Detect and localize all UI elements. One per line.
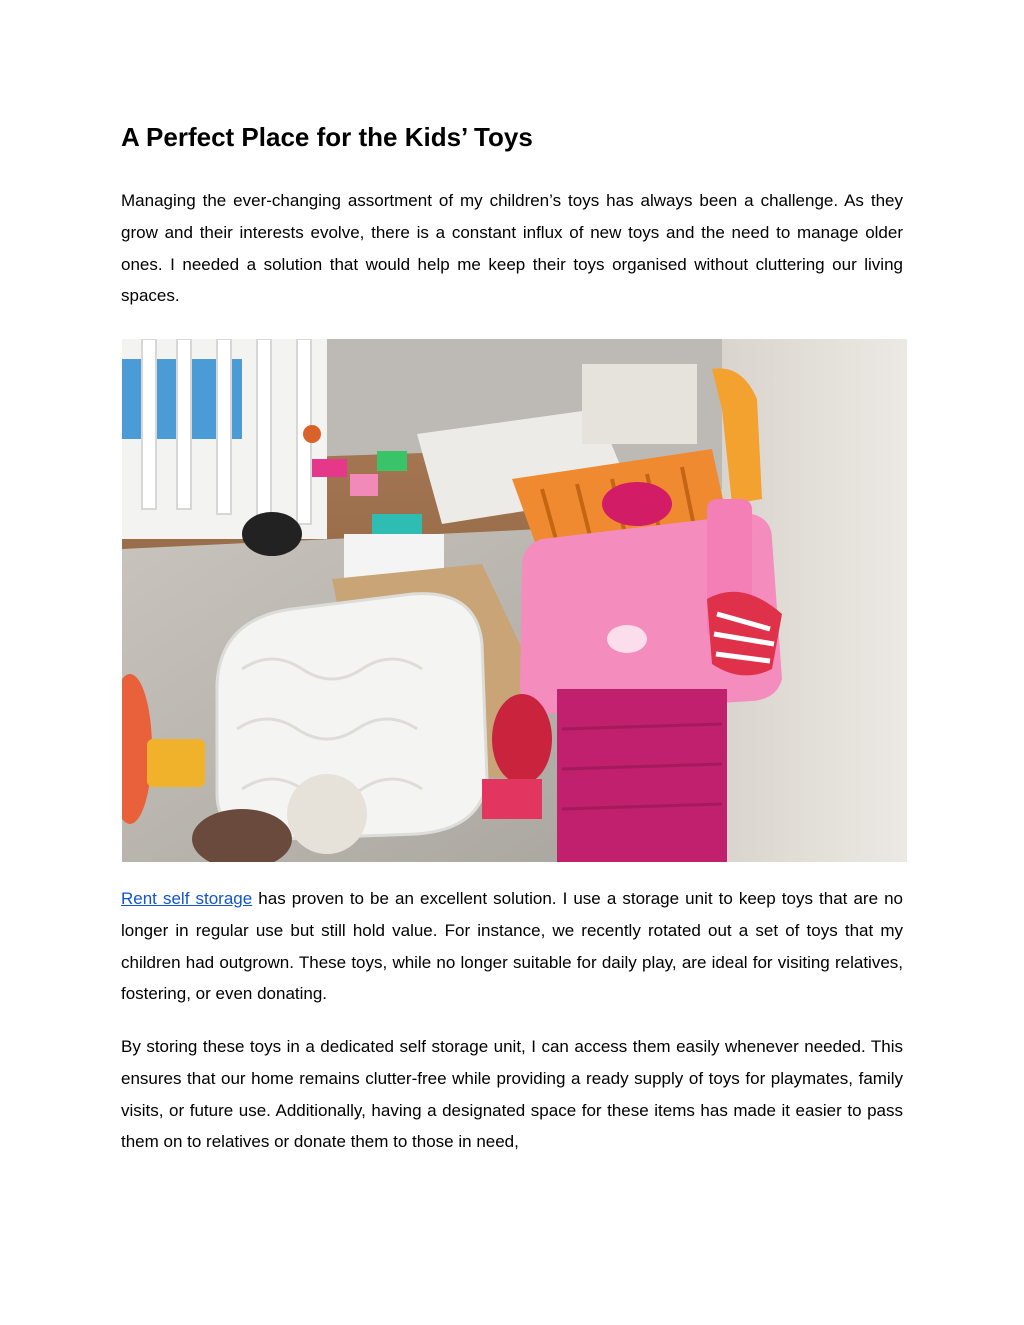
rent-self-storage-link[interactable]: Rent self storage xyxy=(121,889,253,908)
page-title: A Perfect Place for the Kids’ Toys xyxy=(121,122,533,152)
intro-paragraph: Managing the ever-changing assortment of my children’s toys has always been a challenge. As they grow and their interests evolve, there is a constant influx of new toys and the need to manage older ones. I needed a solution that would help me keep their toys organised without cluttering our living spaces. xyxy=(121,191,903,306)
benefits-paragraph: By storing these toys in a dedicated self storage unit, I can access them easily whenever needed. This ensures that our home remains clutter-free while providing a ready supply of toys for playmates, family visits, or future use. Additionally, having a designated space for these items has made it easier to pass them on to relatives or donate them to those in need, xyxy=(121,1037,903,1152)
storage-paragraph-text: has proven to be an excellent solution. I use a storage unit to keep toys that are no longer in regular use but still hold value. For instance, we recently rotated out a set of toys that my children had outgrown. These toys, while no longer suitable for daily play, are ideal for visiting relatives, fostering, or even donating. xyxy=(121,889,904,1004)
storage-paragraph xyxy=(121,883,903,1010)
messy-toys-photo xyxy=(122,339,907,862)
